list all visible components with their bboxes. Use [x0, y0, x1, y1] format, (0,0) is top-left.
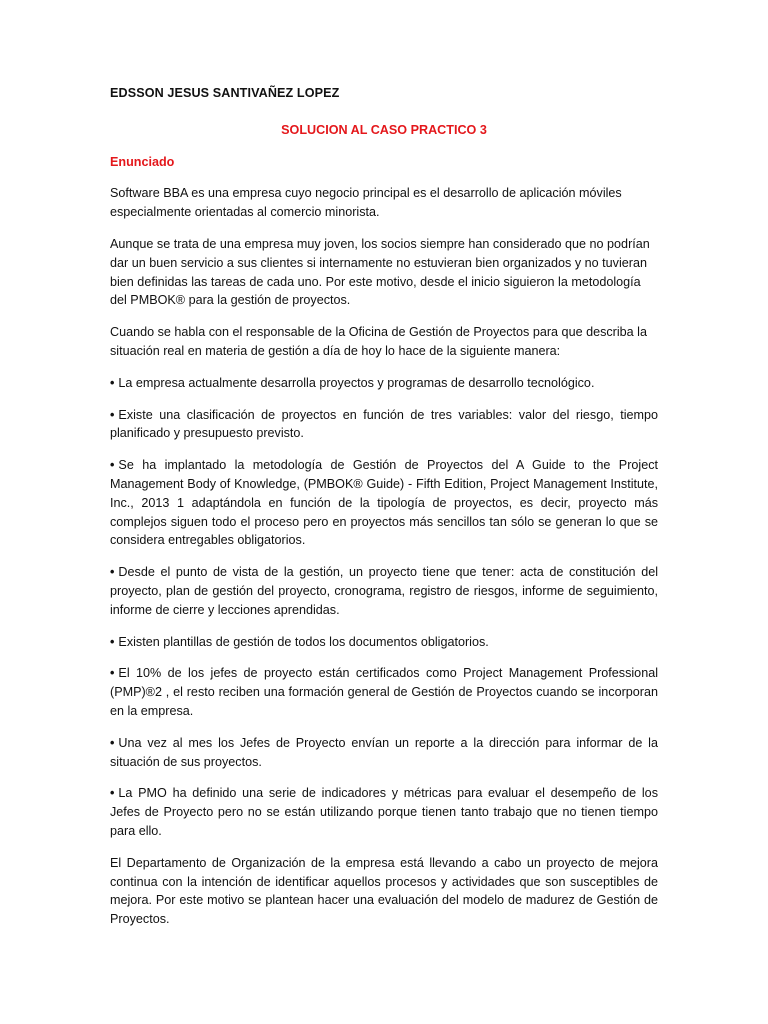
- bullet-icon: •: [110, 735, 115, 750]
- bullet-icon: •: [110, 565, 115, 580]
- bullet-text: Existen plantillas de gestión de todos los documentos obligatorios.: [118, 634, 489, 649]
- bullet-icon: •: [110, 407, 115, 422]
- intro-paragraph: Software BBA es una empresa cuyo negocio principal es el desarrollo de aplicación móviles especialmente orientadas al comercio minorista.: [110, 186, 622, 220]
- document-page: [110, 84, 658, 942]
- bullet-text: El 10% de los jefes de proyecto están certificados como Project Management Professional (PMP)®2 , el resto reciben una formación general de Gestión de Proyectos cuando se incorporan en la empresa.: [110, 666, 658, 718]
- bullet-item: [110, 406, 658, 444]
- bullet-item: [110, 374, 658, 393]
- bullet-text: La PMO ha definido una serie de indicadores y métricas para evaluar el desempeño de los Jefes de Proyecto pero no se están utilizando porque tienen tanto trabajo que no tienen tiempo para ello.: [110, 786, 658, 838]
- bullet-icon: •: [110, 634, 115, 649]
- closing-paragraph: El Departamento de Organización de la empresa está llevando a cabo un proyecto de mejora continua con la intención de identificar aquellos procesos y actividades que son susceptibles de mejora. Por este motivo se plantean hacer una evaluación del modelo de madurez de Gestión de Proyectos.: [110, 855, 658, 927]
- bullet-text: Se ha implantado la metodología de Gestión de Proyectos del A Guide to the Project Management Body of Knowledge, (PMBOK® Guide) - Fifth Edition, Project Management Institute, Inc., 2013 1 adaptándola en función de la tipología de proyectos, es decir, proyecto más complejos siguen todo el proceso pero en proyectos más sencillos tan sólo se generan lo que se considera entregables obligatorios.: [110, 458, 658, 548]
- pmo-paragraph: Cuando se habla con el responsable de la Oficina de Gestión de Proyectos para que describa la situación real en materia de gestión a día de hoy lo hace de la siguiente manera:: [110, 325, 647, 358]
- bullet-item: [110, 734, 658, 772]
- bullet-icon: •: [110, 786, 115, 801]
- document-title: SOLUCION AL CASO PRACTICO 3: [281, 122, 487, 137]
- bullet-icon: •: [110, 458, 115, 473]
- context-paragraph: Aunque se trata de una empresa muy joven, los socios siempre han considerado que no podrían dar un buen servicio a sus clientes si internamente no estuvieran bien organizados y no tuvieran bien definidas las tareas de cada uno. Por este motivo, desde el inicio siguieron la metodología del PMBOK® para la gestión de proyectos.: [110, 236, 650, 308]
- bullet-item: [110, 633, 658, 652]
- bullet-item: [110, 563, 658, 619]
- section-heading: Enunciado: [110, 154, 175, 169]
- bullet-icon: •: [110, 666, 115, 681]
- bullet-item: [110, 664, 658, 720]
- bullet-text: Desde el punto de vista de la gestión, un proyecto tiene que tener: acta de constitución del proyecto, plan de gestión del proyecto, cronograma, registro de riesgos, informe de seguimiento, informe de cierre y lecciones aprendidas.: [110, 565, 658, 617]
- bullet-item: [110, 784, 658, 840]
- author-name: EDSSON JESUS SANTIVAÑEZ LOPEZ: [110, 86, 340, 100]
- bullet-icon: •: [110, 375, 115, 390]
- bullet-text: Existe una clasificación de proyectos en función de tres variables: valor del riesgo, tiempo planificado y presupuesto previsto.: [110, 407, 658, 441]
- bullet-text: La empresa actualmente desarrolla proyectos y programas de desarrollo tecnológico.: [118, 375, 595, 390]
- bullet-text: Una vez al mes los Jefes de Proyecto envían un reporte a la dirección para informar de la situación de sus proyectos.: [110, 735, 658, 769]
- bullet-item: [110, 456, 658, 550]
